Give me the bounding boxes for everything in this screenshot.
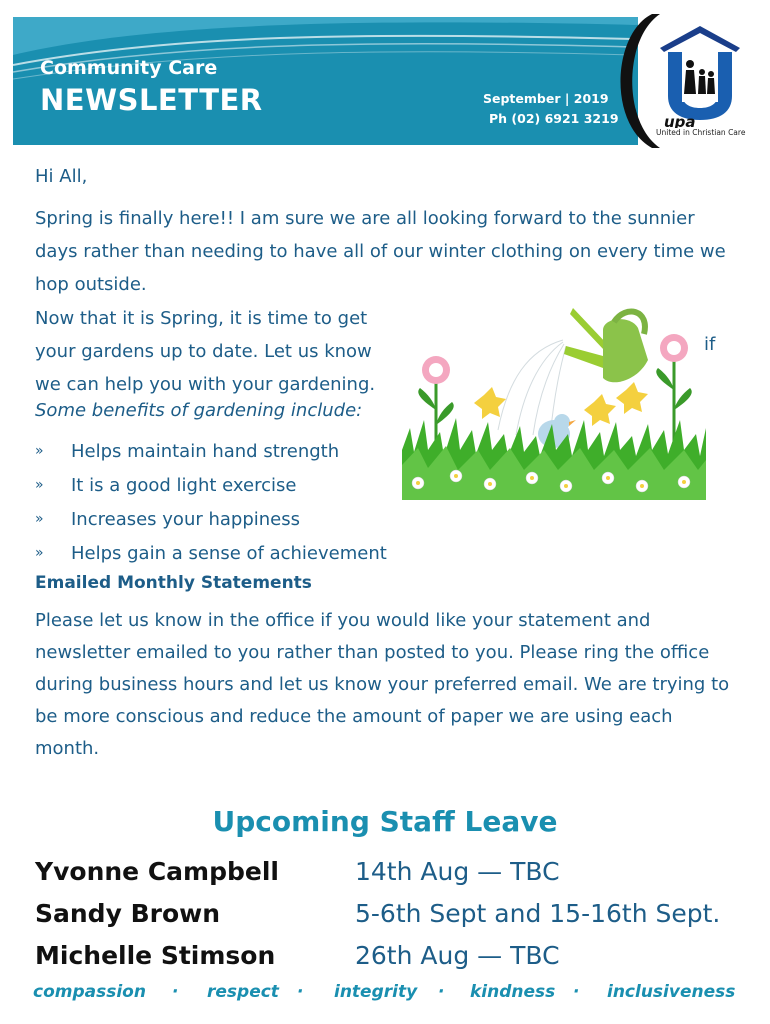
values-footer	[0, 982, 770, 1008]
bird-icon	[538, 414, 576, 448]
value-integrity: integrity	[334, 982, 418, 1002]
gardening-text-line3: we can help you with your gardening.	[35, 374, 376, 395]
benefit-text: Increases your happiness	[71, 508, 300, 530]
gardening-text: Now that it is Spring, it is time to get your gardens up to date. Let us know	[35, 308, 372, 362]
benefit-text: It is a good light exercise	[71, 474, 297, 496]
header-bracket-decoration	[600, 14, 660, 148]
logo-tagline: United in Christian Care	[656, 128, 746, 137]
spring-paragraph: Spring is finally here!! I am sure we are all looking forward to the sunnier days rather than needing to have all of our winter clothing on every time we hop outside.	[35, 208, 726, 295]
bullet-marker: »	[35, 545, 44, 561]
value-separator: ·	[573, 982, 580, 1002]
header-title: NEWSLETTER	[40, 83, 263, 117]
family-house-logo-icon	[656, 24, 744, 128]
svg-text:upa: upa	[664, 113, 696, 128]
value-respect: respect	[207, 982, 279, 1002]
statements-heading: Emailed Monthly Statements	[35, 573, 312, 593]
newsletter-header	[13, 17, 638, 145]
staff-name: Yvonne Campbell	[35, 857, 279, 886]
greeting: Hi All,	[35, 166, 88, 187]
staff-name: Sandy Brown	[35, 899, 221, 928]
staff-leave-heading: Upcoming Staff Leave	[212, 805, 558, 838]
list-item	[35, 502, 387, 536]
statements-paragraph: Please let us know in the office if you would like your statement and newsletter emailed to you rather than posted to you. Please ring the office during business hours and let us know your preferred email. We are trying to be more conscious and reduce the amount of paper we are using each month.	[35, 610, 730, 759]
list-item	[35, 468, 387, 502]
value-separator: ·	[172, 982, 179, 1002]
upa-logo	[656, 24, 744, 144]
value-separator: ·	[438, 982, 445, 1002]
watering-can-icon	[564, 308, 648, 382]
benefit-text: Helps maintain hand strength	[71, 440, 340, 462]
benefits-list	[35, 434, 387, 570]
value-kindness: kindness	[470, 982, 556, 1002]
leave-dates: 5-6th Sept and 15-16th Sept.	[355, 899, 721, 928]
bullet-marker: »	[35, 511, 44, 527]
list-item	[35, 434, 387, 468]
gardening-text-end: if	[704, 334, 716, 355]
leave-dates: 26th Aug — TBC	[355, 941, 560, 970]
value-compassion: compassion	[33, 982, 146, 1002]
list-item	[35, 536, 387, 570]
value-separator: ·	[297, 982, 304, 1002]
bullet-marker: »	[35, 443, 44, 459]
leave-dates: 14th Aug — TBC	[355, 857, 560, 886]
phone-number: Ph (02) 6921 3219	[489, 111, 619, 126]
value-inclusiveness: inclusiveness	[607, 982, 736, 1002]
bullet-marker: »	[35, 477, 44, 493]
gardening-paragraph	[35, 302, 395, 401]
benefit-text: Helps gain a sense of achievement	[71, 542, 387, 564]
benefits-heading: Some benefits of gardening include:	[35, 400, 363, 421]
garden-illustration	[398, 300, 710, 500]
header-subtitle: Community Care	[40, 57, 218, 79]
staff-name: Michelle Stimson	[35, 941, 276, 970]
issue-date: September | 2019	[483, 91, 609, 106]
